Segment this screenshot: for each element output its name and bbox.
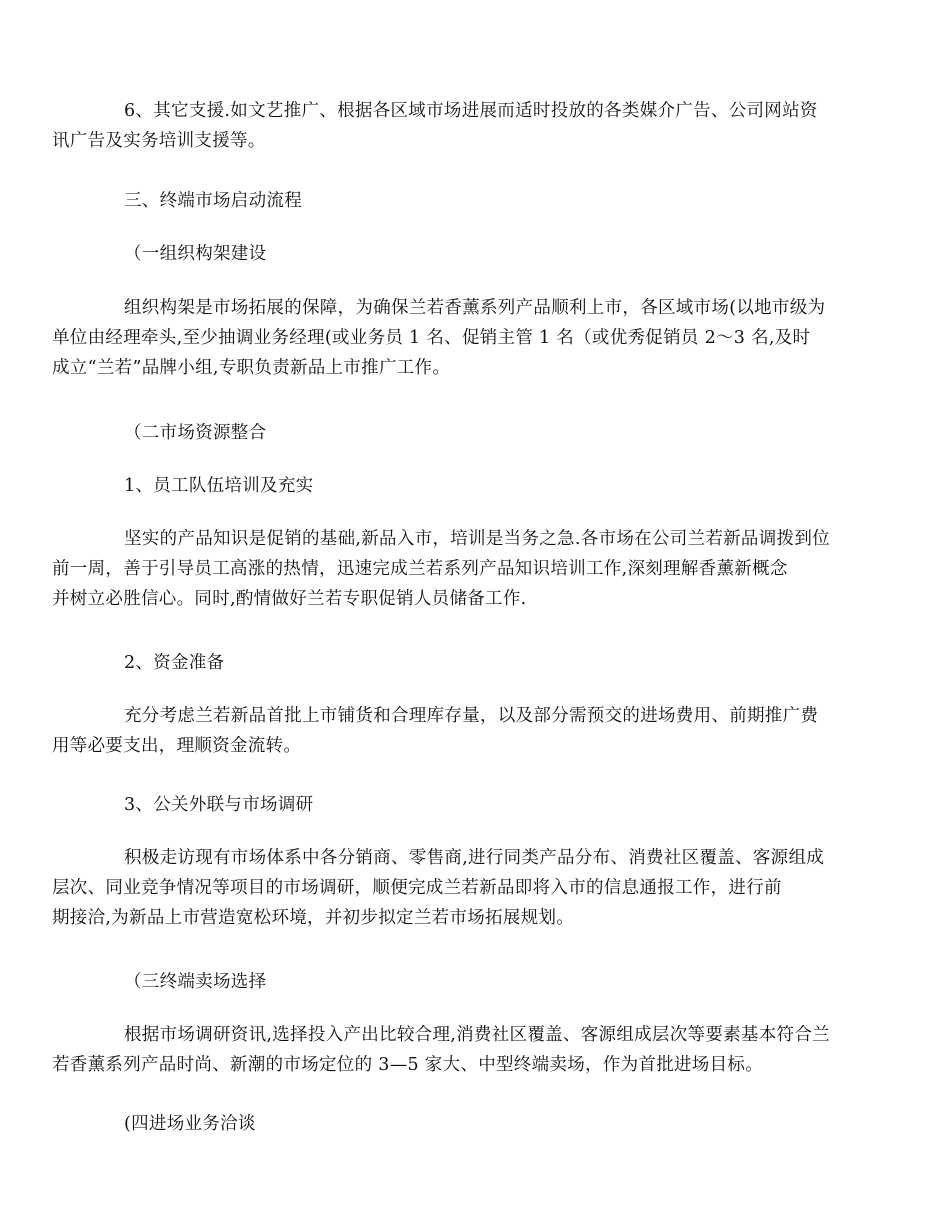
text-line: 单位由经理牵头,至少抽调业务经理(或业务员 1 名、促销主管 1 名（或优秀促销员 2～3 名,及时 [52, 328, 811, 348]
text-line: 1、员工队伍培训及充实 [124, 476, 314, 496]
item-heading [88, 790, 863, 820]
text-line: 层次、同业竞争情况等项目的市场调研，顺便完成兰若新品即将入市的信息通报工作，进行前 [52, 878, 782, 898]
item-heading [88, 471, 863, 501]
text-line: 坚实的产品知识是促销的基础,新品入市，培训是当务之急.各市场在公司兰若新品调拨到位 [124, 529, 830, 549]
text-line: 根据市场调研资讯,选择投入产出比较合理,消费社区覆盖、客源组成层次等要素基本符合兰 [124, 1025, 830, 1045]
subsection-heading [88, 239, 863, 269]
paragraph-funding [52, 701, 863, 761]
text-line: 并树立必胜信心。同时,酌情做好兰若专职促销人员储备工作. [52, 589, 527, 609]
paragraph-other-support [52, 96, 863, 156]
text-line: 充分考虑兰若新品首批上市铺货和合理库存量，以及部分需预交的进场费用、前期推广费 [124, 706, 819, 726]
text-line: 前一周，善于引导员工高涨的热情，迅速完成兰若系列产品知识培训工作,深刻理解香薰新概念 [52, 559, 788, 579]
subsection-heading [88, 418, 863, 448]
paragraph-store-selection [52, 1020, 863, 1080]
text-line: （二市场资源整合 [124, 423, 267, 443]
item-heading [88, 648, 863, 678]
text-line: 三、终端市场启动流程 [124, 191, 302, 211]
paragraph-training [52, 524, 863, 614]
text-line: 用等必要支出，理顺资金流转。 [52, 736, 302, 756]
text-line: 2、资金准备 [124, 653, 225, 673]
text-line: 组织构架是市场拓展的保障，为确保兰若香薰系列产品顺利上市，各区域市场(以地市级为 [124, 298, 826, 318]
text-line: （三终端卖场选择 [124, 972, 267, 992]
text-line: 积极走访现有市场体系中各分销商、零售商,进行同类产品分布、消费社区覆盖、客源组成 [124, 848, 825, 868]
text-line: (四进场业务洽谈 [124, 1114, 256, 1134]
text-line: 讯广告及实务培训支援等。 [52, 131, 266, 151]
subsection-heading [88, 1109, 863, 1139]
text-line: 6、其它支援.如文艺推广、根据各区域市场进展而适时投放的各类媒介广告、公司网站资 [124, 101, 818, 121]
text-line: （一组织构架建设 [124, 244, 267, 264]
text-line: 成立“兰若”品牌小组,专职负责新品上市推广工作。 [52, 358, 451, 378]
paragraph-organization [52, 293, 863, 383]
section-heading [88, 186, 863, 216]
paragraph-research [52, 843, 863, 933]
text-line: 3、公关外联与市场调研 [124, 795, 314, 815]
text-line: 期接洽,为新品上市营造宽松环境，并初步拟定兰若市场拓展规划。 [52, 908, 575, 928]
subsection-heading [88, 967, 863, 997]
text-line: 若香薰系列产品时尚、新潮的市场定位的 3—5 家大、中型终端卖场，作为首批进场目标。 [52, 1055, 763, 1075]
